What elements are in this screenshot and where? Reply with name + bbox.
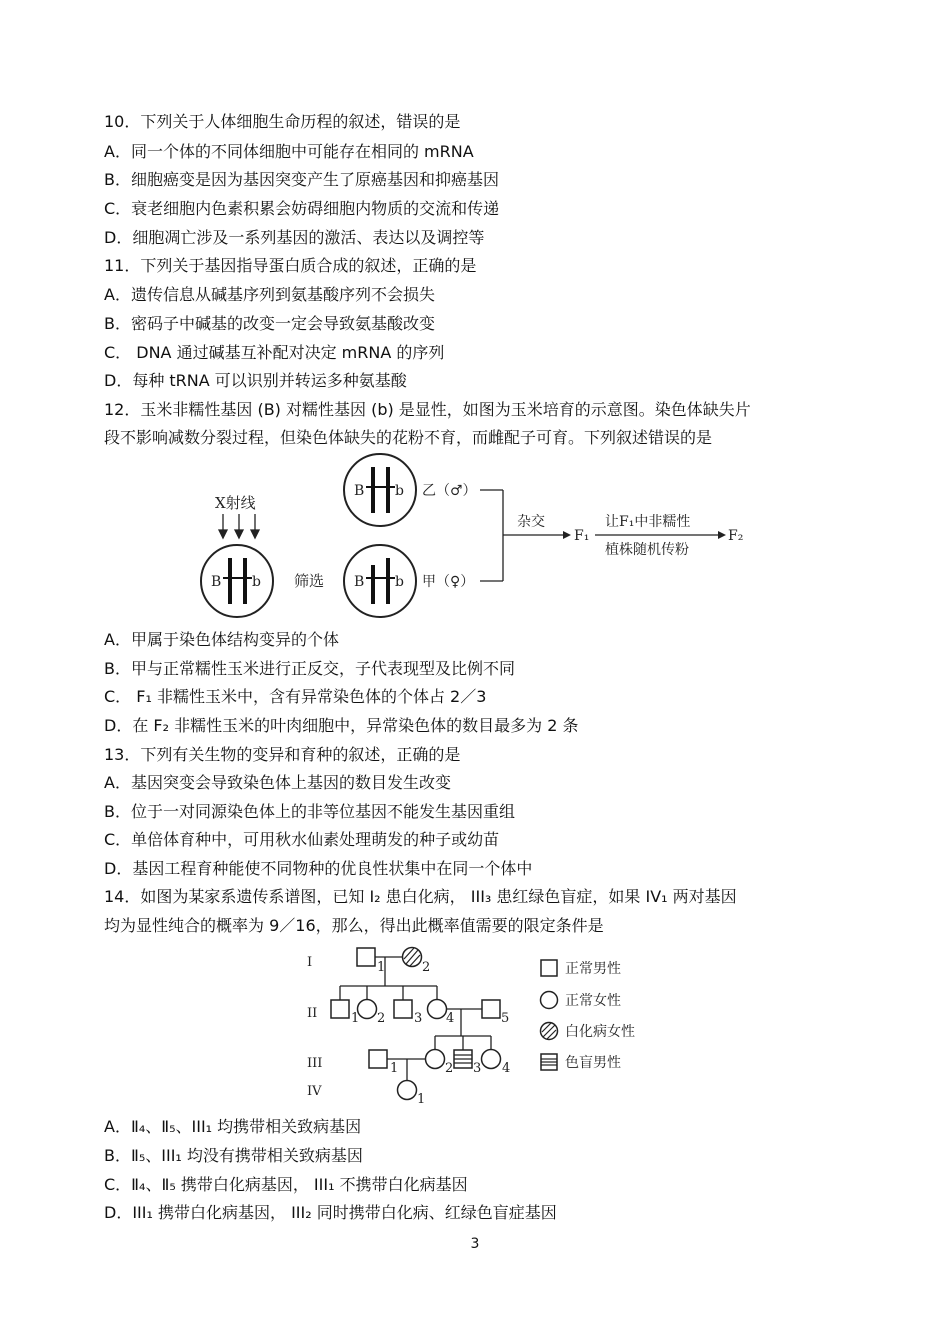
svg-text:B: B — [354, 574, 365, 590]
q12-option-d: D．在 F₂ 非糯性玉米的叶肉细胞中，异常染色体的数目最多为 2 条 — [104, 716, 579, 735]
generation-label-ii: II — [307, 1006, 318, 1021]
svg-text:b: b — [395, 574, 404, 590]
svg-text:2: 2 — [445, 1061, 454, 1076]
q12-option-b: B．甲与正常糯性玉米进行正反交，子代表现型及比例不同 — [104, 659, 515, 678]
q14-option-b: B．Ⅱ₅、III₁ 均没有携带相关致病基因 — [104, 1146, 363, 1165]
q13-option-b: B．位于一对同源染色体上的非等位基因不能发生基因重组 — [104, 802, 515, 821]
self-cross-bottom: 植株随机传粉 — [605, 542, 689, 558]
legend-colorblind-male-icon — [541, 1054, 557, 1070]
f2-label: F₂ — [728, 528, 744, 544]
legend-normal-female: 正常女性 — [565, 993, 621, 1009]
q12-option-c: C． F₁ 非糯性玉米中，含有异常染色体的个体占 2／3 — [104, 687, 487, 706]
q12-breeding-diagram — [195, 450, 755, 625]
q11-option-d: D．每种 tRNA 可以识别并转运多种氨基酸 — [104, 371, 407, 390]
xray-label: X射线 — [215, 494, 256, 512]
individual-iii4 — [482, 1050, 501, 1069]
svg-text:1: 1 — [417, 1092, 426, 1107]
irradiated-cell — [201, 545, 273, 617]
individual-ii5 — [482, 1000, 500, 1018]
individual-iii1 — [369, 1050, 387, 1068]
svg-text:3: 3 — [473, 1061, 482, 1076]
q14-pedigree-diagram — [295, 940, 655, 1110]
q10-option-d: D．细胞凋亡涉及一系列基因的激活、表达以及调控等 — [104, 228, 485, 247]
individual-ii3 — [394, 1000, 412, 1018]
q13-option-d: D．基因工程育种能使不同物种的优良性状集中在同一个体中 — [104, 859, 533, 878]
q11-stem: 11．下列关于基因指导蛋白质合成的叙述，正确的是 — [104, 256, 477, 275]
q13-option-c: C．单倍体育种中，可用秋水仙素处理萌发的种子或幼苗 — [104, 830, 500, 849]
q11-option-a: A．遗传信息从碱基序列到氨基酸序列不会损失 — [104, 285, 435, 304]
q11-option-c: C． DNA 通过碱基互补配对决定 mRNA 的序列 — [104, 343, 445, 362]
svg-text:1: 1 — [390, 1061, 399, 1076]
generation-label-iii: III — [307, 1056, 323, 1071]
q13-stem: 13．下列有关生物的变异和育种的叙述，正确的是 — [104, 745, 461, 764]
individual-ii1 — [331, 1000, 349, 1018]
q14-option-c: C．Ⅱ₄、Ⅱ₅ 携带白化病基因， III₁ 不携带白化病基因 — [104, 1175, 468, 1194]
svg-text:b: b — [252, 574, 261, 590]
self-cross-top: 让F₁中非糯性 — [605, 514, 691, 530]
q10-option-a: A．同一个体的不同体细胞中可能存在相同的 mRNA — [104, 142, 474, 161]
legend-colorblind-male: 色盲男性 — [565, 1055, 621, 1071]
svg-text:4: 4 — [502, 1061, 511, 1076]
cross-bracket — [480, 490, 565, 581]
q10-option-b: B．细胞癌变是因为基因突变产生了原癌基因和抑癌基因 — [104, 170, 499, 189]
q14-stem-line2: 均为显性纯合的概率为 9／16，那么，得出此概率值需要的限定条件是 — [104, 916, 604, 935]
svg-text:2: 2 — [422, 960, 431, 975]
svg-text:1: 1 — [351, 1011, 360, 1026]
q14-stem-line1: 14．如图为某家系遗传系谱图，已知 I₂ 患白化病， III₃ 患红绿色盲症，如果 IV₁ 两对基因 — [104, 887, 737, 906]
cell-jia — [344, 545, 416, 617]
svg-text:4: 4 — [446, 1011, 455, 1026]
svg-text:2: 2 — [377, 1011, 386, 1026]
individual-iii2 — [426, 1050, 445, 1069]
svg-text:5: 5 — [501, 1011, 510, 1026]
legend-normal-male-icon — [541, 960, 557, 976]
individual-iii3-colorblind-male — [454, 1050, 472, 1068]
q11-option-b: B．密码子中碱基的改变一定会导致氨基酸改变 — [104, 314, 435, 333]
svg-text:3: 3 — [414, 1011, 423, 1026]
cross-label: 杂交 — [517, 514, 545, 530]
q10-stem: 10．下列关于人体细胞生命历程的叙述，错误的是 — [104, 112, 461, 131]
pedigree-legend — [541, 960, 636, 1071]
page-number: 3 — [470, 1236, 480, 1252]
legend-albino-female: 白化病女性 — [565, 1024, 635, 1040]
q14-option-a: A．Ⅱ₄、Ⅱ₅、III₁ 均携带相关致病基因 — [104, 1117, 362, 1136]
svg-text:1: 1 — [377, 960, 386, 975]
generation-label-iv: IV — [307, 1084, 322, 1099]
xray-arrows — [219, 514, 259, 538]
q12-stem-line2: 段不影响减数分裂过程，但染色体缺失的花粉不育，而雌配子可育。下列叙述错误的是 — [104, 428, 713, 447]
q12-option-a: A．甲属于染色体结构变异的个体 — [104, 630, 339, 649]
screen-label: 筛选 — [294, 572, 325, 590]
jia-label: 甲（♀） — [422, 574, 475, 590]
q14-option-d: D．III₁ 携带白化病基因， III₂ 同时携带白化病、红绿色盲症基因 — [104, 1203, 557, 1222]
f1-label: F₁ — [574, 528, 590, 544]
legend-albino-female-icon — [541, 1023, 558, 1040]
q12-stem-line1: 12．玉米非糯性基因 (B) 对糯性基因 (b) 是显性，如图为玉米培育的示意图。染色体缺失片 — [104, 400, 751, 419]
legend-normal-male: 正常男性 — [565, 961, 621, 977]
svg-text:B: B — [211, 574, 222, 590]
individual-ii2 — [358, 1000, 377, 1019]
generation-label-i: I — [307, 955, 313, 970]
individual-i2-albino-female — [403, 948, 422, 967]
svg-text:b: b — [395, 483, 404, 499]
legend-normal-female-icon — [541, 992, 558, 1009]
cell-yi — [344, 454, 416, 526]
individual-ii4 — [428, 1000, 447, 1019]
q10-option-c: C．衰老细胞内色素积累会妨碍细胞内物质的交流和传递 — [104, 199, 500, 218]
individual-iv1 — [398, 1081, 417, 1100]
yi-label: 乙（♂） — [422, 483, 477, 499]
q13-option-a: A．基因突变会导致染色体上基因的数目发生改变 — [104, 773, 451, 792]
svg-text:B: B — [354, 483, 365, 499]
individual-i1 — [357, 948, 375, 966]
